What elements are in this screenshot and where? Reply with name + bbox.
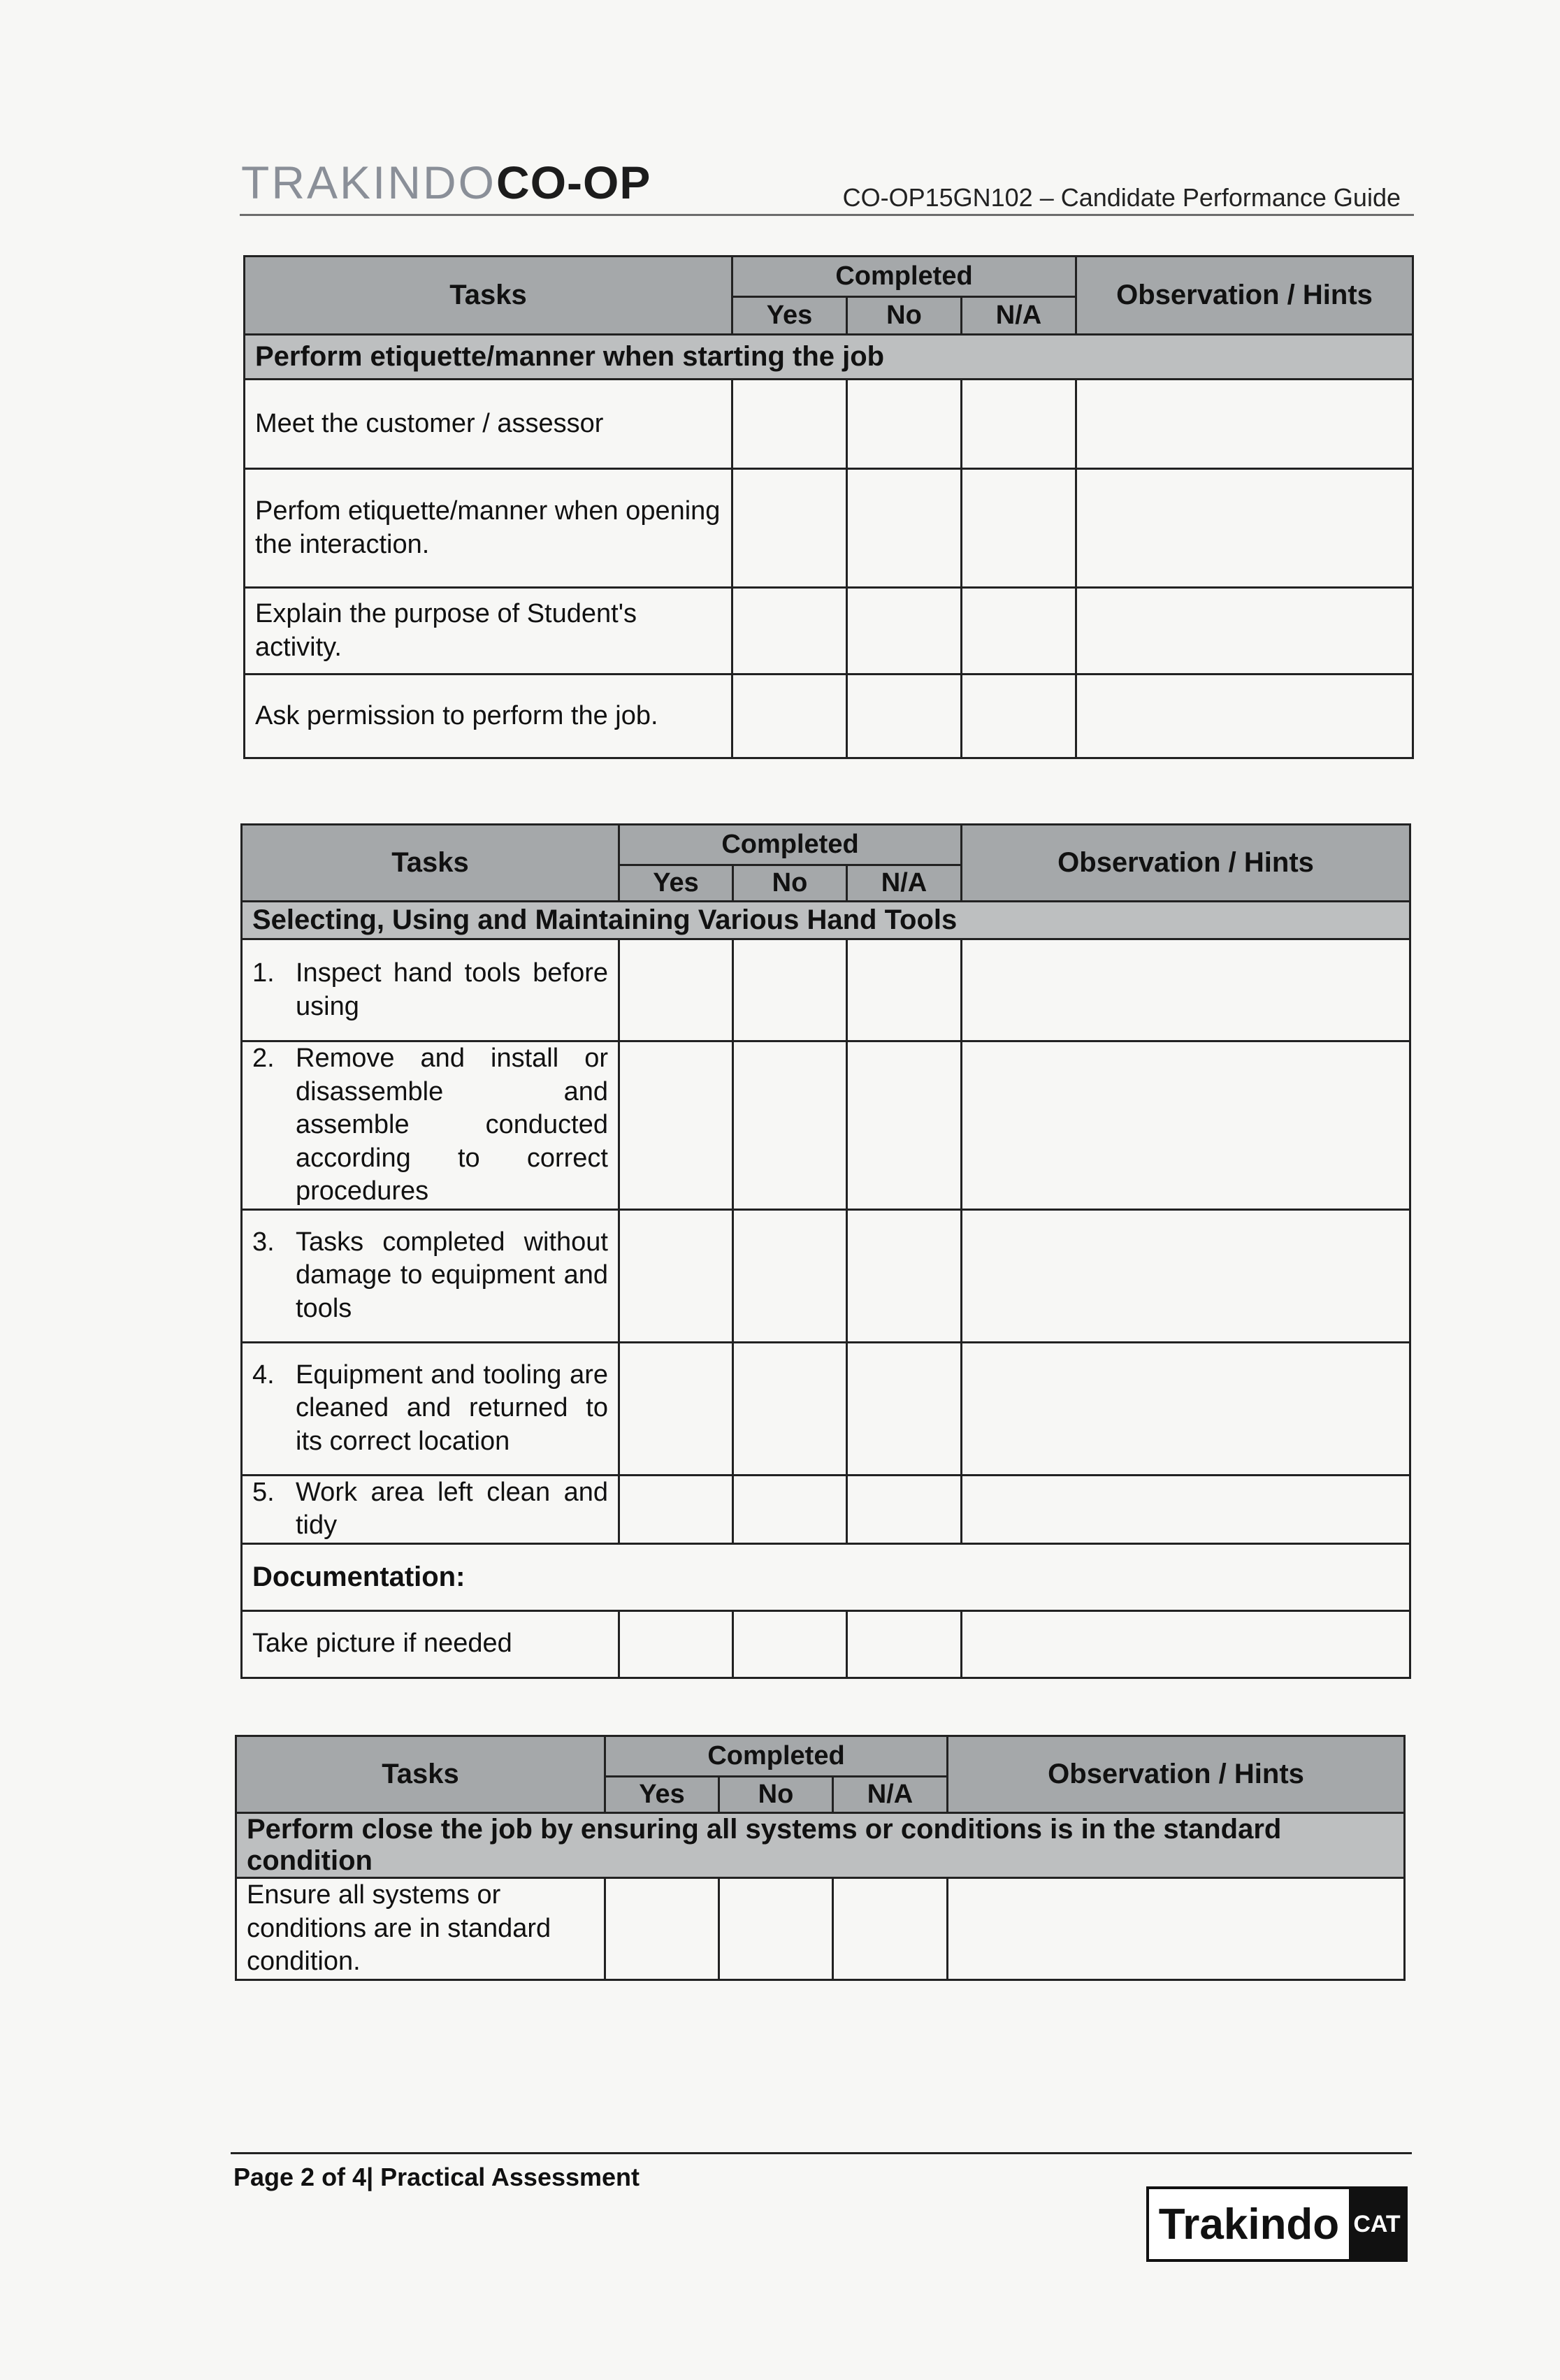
no-cell[interactable] xyxy=(847,588,962,675)
no-cell[interactable] xyxy=(733,1475,847,1543)
task-cell: Take picture if needed xyxy=(242,1610,619,1678)
na-cell[interactable] xyxy=(847,1475,962,1543)
table-row xyxy=(242,1610,1410,1678)
task-cell: Meet the customer / assessor xyxy=(245,380,732,469)
yes-cell[interactable] xyxy=(732,469,847,588)
yes-cell[interactable] xyxy=(605,1878,719,1980)
task-text: Equipment and tooling are cleaned and returned to its correct location xyxy=(296,1360,608,1456)
footer-divider xyxy=(231,2152,1412,2154)
header-no: No xyxy=(847,297,962,335)
section-title: Perform etiquette/manner when starting the job xyxy=(245,335,1413,380)
task-cell xyxy=(242,939,619,1041)
observation-cell[interactable] xyxy=(962,1610,1410,1678)
na-cell[interactable] xyxy=(962,675,1076,758)
no-cell[interactable] xyxy=(733,1342,847,1475)
observation-cell[interactable] xyxy=(1076,469,1413,588)
header-yes: Yes xyxy=(605,1777,719,1813)
header-completed: Completed xyxy=(732,257,1076,297)
header-completed: Completed xyxy=(605,1736,948,1777)
yes-cell[interactable] xyxy=(619,1041,733,1210)
page-footer: Page 2 of 4| Practical Assessment xyxy=(233,2163,640,2191)
observation-cell[interactable] xyxy=(962,939,1410,1041)
table-row xyxy=(236,1878,1405,1980)
documentation-label: Documentation: xyxy=(242,1543,1410,1610)
task-text: Inspect hand tools before using xyxy=(296,958,608,1021)
table-row xyxy=(242,1475,1410,1543)
yes-cell[interactable] xyxy=(732,380,847,469)
header-yes: Yes xyxy=(732,297,847,335)
na-cell[interactable] xyxy=(847,1342,962,1475)
na-cell[interactable] xyxy=(847,1610,962,1678)
section-title: Selecting, Using and Maintaining Various Hand Tools xyxy=(242,902,1410,939)
task-cell: Ensure all systems or conditions are in standard condition. xyxy=(236,1878,605,1980)
observation-cell[interactable] xyxy=(1076,380,1413,469)
table-row xyxy=(245,675,1413,758)
section-title: Perform close the job by ensuring all systems or conditions is in the standard condition xyxy=(236,1813,1405,1878)
task-text: Remove and install or disassemble and assemble conducted according to correct procedures xyxy=(296,1044,608,1206)
header-observation: Observation / Hints xyxy=(1076,257,1413,335)
no-cell[interactable] xyxy=(847,469,962,588)
header-completed: Completed xyxy=(619,825,962,865)
header-no: No xyxy=(733,865,847,902)
na-cell[interactable] xyxy=(962,380,1076,469)
yes-cell[interactable] xyxy=(619,1209,733,1342)
table-row xyxy=(242,1041,1410,1210)
task-cell xyxy=(242,1475,619,1543)
task-cell xyxy=(242,1209,619,1342)
header-observation: Observation / Hints xyxy=(948,1736,1405,1813)
table-row xyxy=(242,939,1410,1041)
logo-text-bold: CO-OP xyxy=(496,157,651,208)
table-close-job xyxy=(235,1735,1406,1981)
no-cell[interactable] xyxy=(733,1209,847,1342)
header-tasks: Tasks xyxy=(236,1736,605,1813)
observation-cell[interactable] xyxy=(962,1209,1410,1342)
header-na: N/A xyxy=(847,865,962,902)
no-cell[interactable] xyxy=(719,1878,833,1980)
na-cell[interactable] xyxy=(833,1878,948,1980)
yes-cell[interactable] xyxy=(619,1475,733,1543)
no-cell[interactable] xyxy=(847,380,962,469)
header-divider xyxy=(240,214,1414,216)
table-row xyxy=(245,380,1413,469)
observation-cell[interactable] xyxy=(962,1041,1410,1210)
task-cell xyxy=(242,1342,619,1475)
task-number: 2. xyxy=(252,1044,275,1073)
task-number: 5. xyxy=(252,1477,275,1507)
cat-badge-icon: CAT xyxy=(1349,2189,1405,2259)
trakindo-coop-logo xyxy=(241,157,651,208)
na-cell[interactable] xyxy=(847,1041,962,1210)
logo-text-light: TRAKINDO xyxy=(241,157,497,208)
observation-cell[interactable] xyxy=(962,1342,1410,1475)
table-row xyxy=(242,1209,1410,1342)
documentation-row xyxy=(242,1543,1410,1610)
brand-word: Trakindo xyxy=(1158,2200,1340,2249)
task-number: 4. xyxy=(252,1360,275,1390)
header-observation: Observation / Hints xyxy=(962,825,1410,902)
yes-cell[interactable] xyxy=(732,588,847,675)
observation-cell[interactable] xyxy=(962,1475,1410,1543)
na-cell[interactable] xyxy=(962,588,1076,675)
header-no: No xyxy=(719,1777,833,1813)
yes-cell[interactable] xyxy=(619,1342,733,1475)
table-row xyxy=(245,588,1413,675)
na-cell[interactable] xyxy=(962,469,1076,588)
yes-cell[interactable] xyxy=(732,675,847,758)
table-starting-job xyxy=(243,255,1414,759)
task-number: 3. xyxy=(252,1227,275,1257)
table-row xyxy=(242,1342,1410,1475)
task-text: Tasks completed without damage to equipment and tools xyxy=(296,1227,608,1323)
task-cell xyxy=(242,1041,619,1210)
task-cell: Explain the purpose of Student's activity. xyxy=(245,588,732,675)
task-cell: Ask permission to perform the job. xyxy=(245,675,732,758)
header-na: N/A xyxy=(833,1777,948,1813)
na-cell[interactable] xyxy=(847,939,962,1041)
trakindo-cat-logo xyxy=(1146,2186,1408,2262)
header-tasks: Tasks xyxy=(245,257,732,335)
task-cell: Perfom etiquette/manner when opening the interaction. xyxy=(245,469,732,588)
observation-cell[interactable] xyxy=(1076,675,1413,758)
header-tasks: Tasks xyxy=(242,825,619,902)
yes-cell[interactable] xyxy=(619,939,733,1041)
task-number: 1. xyxy=(252,958,275,988)
no-cell[interactable] xyxy=(733,1041,847,1210)
table-row xyxy=(245,469,1413,588)
document-title: CO-OP15GN102 – Candidate Performance Guide xyxy=(842,183,1401,212)
no-cell[interactable] xyxy=(733,1610,847,1678)
yes-cell[interactable] xyxy=(619,1610,733,1678)
header-na: N/A xyxy=(962,297,1076,335)
observation-cell[interactable] xyxy=(948,1878,1405,1980)
no-cell[interactable] xyxy=(847,675,962,758)
table-hand-tools xyxy=(240,823,1411,1679)
header-yes: Yes xyxy=(619,865,733,902)
observation-cell[interactable] xyxy=(1076,588,1413,675)
no-cell[interactable] xyxy=(733,939,847,1041)
task-text: Work area left clean and tidy xyxy=(296,1477,608,1540)
na-cell[interactable] xyxy=(847,1209,962,1342)
